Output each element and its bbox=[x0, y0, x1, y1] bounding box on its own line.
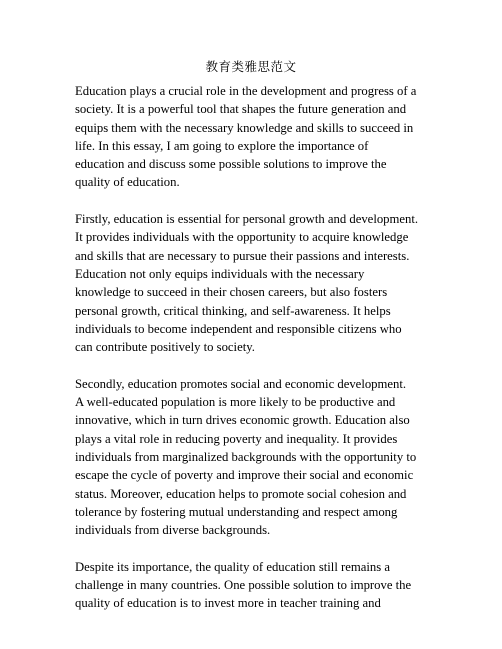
text-line: personal growth, critical thinking, and self-awareness. It helps bbox=[75, 303, 391, 318]
text-line: can contribute positively to society. bbox=[75, 340, 255, 355]
text-line: and skills that are necessary to pursue their passions and interests. bbox=[75, 248, 410, 263]
paragraph-3 bbox=[75, 375, 437, 540]
text-line: quality of education. bbox=[75, 175, 180, 190]
text-line: Education not only equips individuals with the necessary bbox=[75, 266, 365, 281]
document-body bbox=[75, 82, 437, 631]
text-line: plays a vital role in reducing poverty and inequality. It provides bbox=[75, 431, 398, 446]
text-line: life. In this essay, I am going to explore the importance of bbox=[75, 138, 369, 153]
text-line: Secondly, education promotes social and economic development. bbox=[75, 376, 407, 391]
text-line: challenge in many countries. One possible solution to improve the bbox=[75, 578, 412, 593]
text-line: Firstly, education is essential for personal growth and development. bbox=[75, 212, 419, 227]
text-line: equips them with the necessary knowledge and skills to succeed in bbox=[75, 120, 414, 135]
text-line: knowledge to succeed in their chosen careers, but also fosters bbox=[75, 285, 388, 300]
text-line: quality of education is to invest more in teacher training and bbox=[75, 596, 381, 611]
text-line: society. It is a powerful tool that shapes the future generation and bbox=[75, 102, 407, 117]
text-line: individuals from marginalized backgrounds with the opportunity to bbox=[75, 449, 417, 464]
text-line: education and discuss some possible solutions to improve the bbox=[75, 157, 387, 172]
paragraph-2 bbox=[75, 210, 437, 356]
document-title: 教育类雅思范文 bbox=[205, 59, 297, 74]
text-line: tolerance by fostering mutual understanding and respect among bbox=[75, 504, 398, 519]
text-line: innovative, which in turn drives economic growth. Education also bbox=[75, 413, 410, 428]
text-line: individuals to become independent and responsible citizens who bbox=[75, 321, 402, 336]
text-line: escape the cycle of poverty and improve their social and economic bbox=[75, 468, 414, 483]
text-line: status. Moreover, education helps to promote social cohesion and bbox=[75, 486, 407, 501]
paragraph-4 bbox=[75, 558, 437, 613]
text-line: A well-educated population is more likely to be productive and bbox=[75, 395, 396, 410]
paragraph-1 bbox=[75, 82, 437, 192]
text-line: Despite its importance, the quality of education still remains a bbox=[75, 559, 390, 574]
text-line: Education plays a crucial role in the development and progress of a bbox=[75, 84, 417, 98]
text-line: individuals from diverse backgrounds. bbox=[75, 523, 271, 538]
text-line: It provides individuals with the opportunity to acquire knowledge bbox=[75, 230, 409, 245]
